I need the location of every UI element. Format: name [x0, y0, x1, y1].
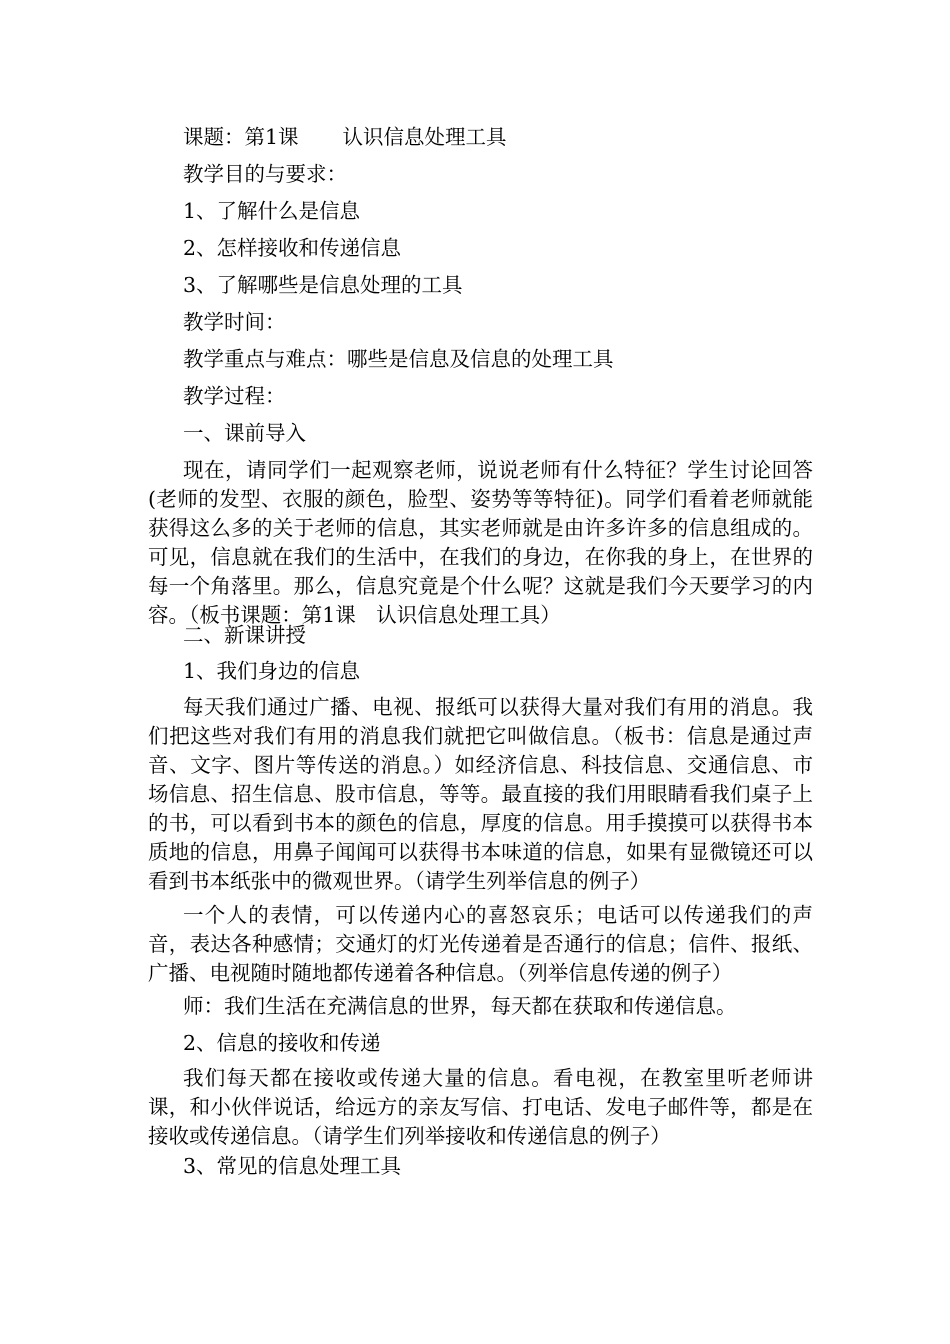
lesson-title-prefix: 课题：第1课: [183, 125, 299, 149]
teacher-remark: 师：我们生活在充满信息的世界，每天都在获取和传递信息。: [183, 994, 737, 1018]
goal-item: 3、了解哪些是信息处理的工具: [183, 273, 463, 297]
section-heading-new-lesson: 二、新课讲授: [183, 623, 306, 647]
time-label: 教学时间：: [183, 310, 286, 334]
subheading-receive-transmit: 2、信息的接收和传递: [183, 1031, 381, 1055]
goals-heading: 教学目的与要求：: [183, 162, 347, 186]
info-around-us-paragraph: 每天我们通过广播、电视、报纸可以获得大量对我们有用的消息。我们把这些对我们有用的消息我们就把它叫做信息。（板书：信息是通过声音、文字、图片等传送的消息。）如经济信息、科技信息、交通信息、市场信息、招生信息、股市信息，等等。最直接的我们用眼睛看我们桌子上的书，可以看到书本的颜色的信息，厚度的信息。用手摸摸可以获得书本质地的信息，用鼻子闻闻可以获得书本味道的信息，如果有显微镜还可以看到书本纸张中的微观世界。（请学生列举信息的例子）: [148, 695, 813, 893]
process-heading: 教学过程：: [183, 384, 286, 408]
section-heading-intro: 一、课前导入: [183, 421, 306, 445]
info-transmission-paragraph: 一个人的表情，可以传递内心的喜怒哀乐；电话可以传递我们的声音，表达各种感情；交通灯的灯光传递着是否通行的信息；信件、报纸、广播、电视随时随地都传递着各种信息。（列举信息传递的例子）: [148, 903, 813, 985]
goal-item: 1、了解什么是信息: [183, 199, 361, 223]
receive-transmit-paragraph: 我们每天都在接收或传递大量的信息。看电视，在教室里听老师讲课，和小伙伴说话，给远方的亲友写信、打电话、发电子邮件等，都是在接收或传递信息。（请学生们列举接收和传递信息的例子）: [148, 1066, 813, 1148]
subheading-info-around-us: 1、我们身边的信息: [183, 659, 361, 683]
goal-item: 2、怎样接收和传递信息: [183, 236, 402, 260]
lesson-title: [183, 124, 507, 150]
intro-paragraph: 现在，请同学们一起观察老师，说说老师有什么特征？学生讨论回答(老师的发型、衣服的颜色，脸型、姿势等等特征)。同学们看着老师就能获得这么多的关于老师的信息，其实老师就是由许多许多的信息组成的。可见，信息就在我们的生活中，在我们的身边，在你我的身上，在世界的每一个角落里。那么，信息究竟是个什么呢？这就是我们今天要学习的内容。（板书课题：第1课 认识信息处理工具）: [148, 458, 813, 627]
subheading-common-tools: 3、常见的信息处理工具: [183, 1154, 402, 1178]
lesson-title-name: 认识信息处理工具: [342, 125, 507, 149]
key-points: 教学重点与难点：哪些是信息及信息的处理工具: [183, 347, 614, 371]
